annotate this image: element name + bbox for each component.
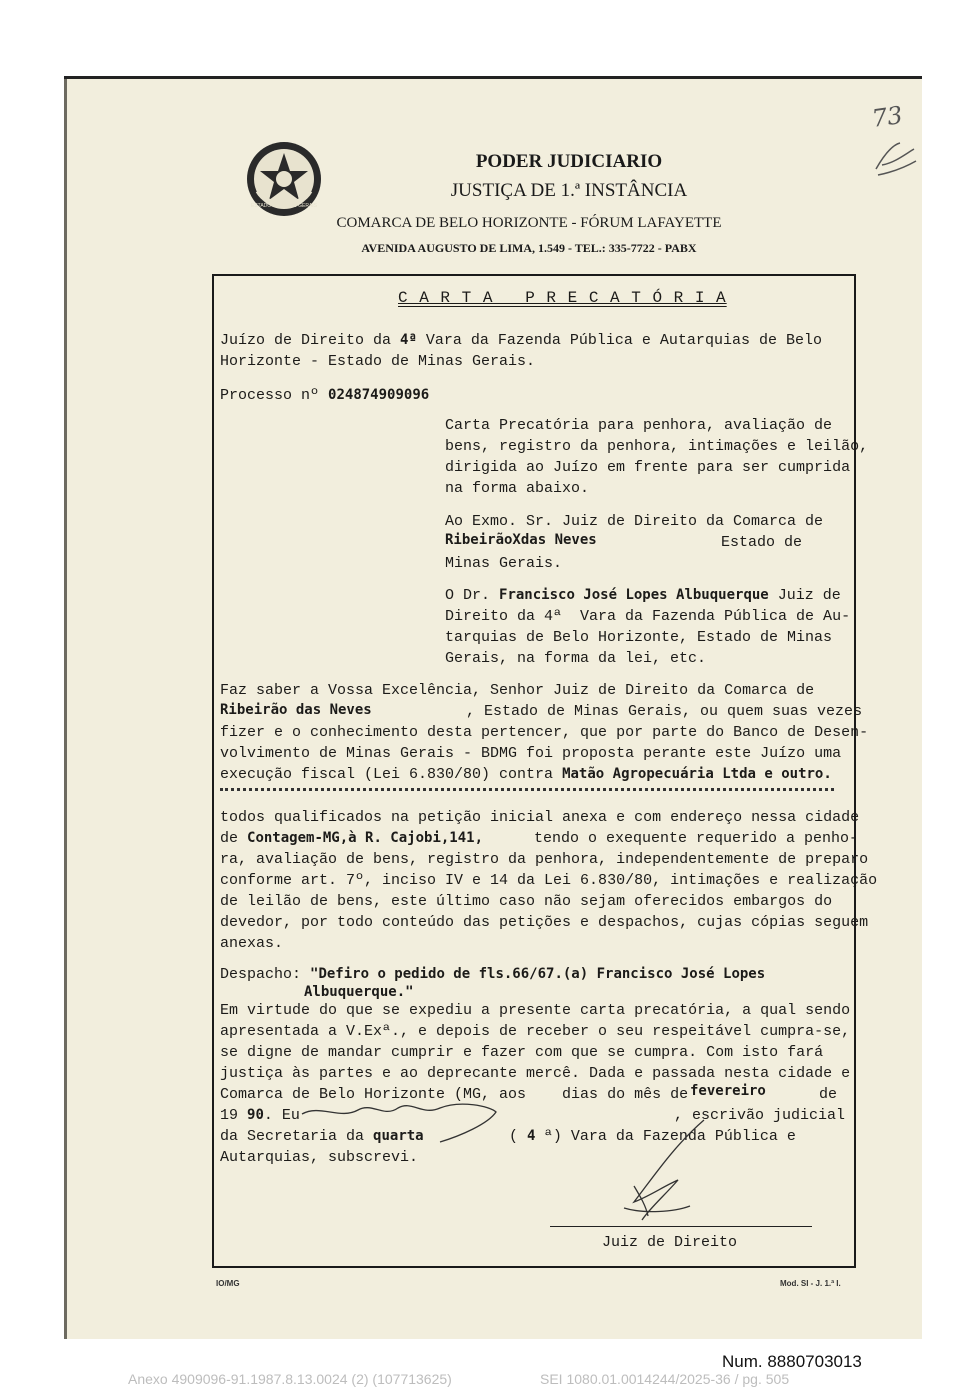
- page-edge: [64, 79, 67, 1339]
- closing-line-7: da Secretaria da quarta: [220, 1128, 424, 1145]
- closing-line-4: justiça às partes e ao deprecante mercê. Dada e passada nesta cidade e: [220, 1065, 851, 1082]
- faz-line-1: Faz saber a Vossa Excelência, Senhor Juiz de Direito da Comarca de: [220, 682, 815, 699]
- qual-line-4: conforme art. 7º, inciso IV e 14 da Lei 6.830/80, intimações e realização: [220, 872, 878, 889]
- qual-line-2: de Contagem-MG,à R. Cajobi,141,: [220, 830, 484, 847]
- court-line-1: Juízo de Direito da 4ª Vara da Fazenda Pública e Autarquias de Belo: [220, 332, 822, 349]
- faz-comarca: Ribeirão das Neves: [220, 702, 372, 718]
- header-line-3: COMARCA DE BELO HORIZONTE - FÓRUM LAFAYETTE: [336, 215, 722, 231]
- closing-line-2: apresentada a V.Exª., e depois de receber o seu respeitável cumpra-se,: [220, 1023, 851, 1040]
- faz-line-3: fizer e o conhecimento desta pertencer, que por parte do Banco de Desen-: [220, 724, 869, 741]
- document-title: C A R T A P R E C A T Ó R I A: [398, 289, 727, 307]
- qual-line-3: ra, avaliação de bens, registro da penhora, independentemente de preparo: [220, 851, 869, 868]
- judge-line-1: O Dr. Francisco José Lopes Albuquerque Juiz de: [445, 587, 841, 604]
- purpose-line-1: Carta Precatória para penhora, avaliação de: [445, 417, 833, 434]
- faz-line-4: volvimento de Minas Gerais - BDMG foi proposta perante este Juízo uma: [220, 745, 842, 762]
- qual-line-2b: tendo o exequente requerido a penho-: [534, 830, 859, 847]
- closing-clerk: , escrivão judicial: [674, 1107, 846, 1124]
- faz-line-2: , Estado de Minas Gerais, ou quem suas vezes: [466, 703, 863, 720]
- closing-line-7b: ( 4 ª) Vara da Fazenda Pública e: [509, 1128, 796, 1145]
- closing-month: fevereiro: [690, 1083, 766, 1099]
- document-page: [64, 76, 922, 1339]
- closing-line-8: Autarquias, subscrevi.: [220, 1149, 419, 1166]
- addressee-line-3: Minas Gerais.: [445, 555, 563, 572]
- addressee-comarca: RibeirãoXdas Neves: [445, 532, 597, 548]
- closing-line-3: se digne de mandar cumprir e fazer com que se cumpra. Com isto fará: [220, 1044, 824, 1061]
- state-seal-icon: [244, 139, 324, 219]
- letter-frame: [212, 274, 878, 1268]
- faz-line-5: execução fiscal (Lei 6.830/80) contra Matão Agropecuária Ltda e outro.: [220, 766, 832, 783]
- closing-line-6: 19 90. Eu: [220, 1107, 300, 1124]
- qual-line-6: devedor, por todo conteúdo das petições e despachos, cujas cópias seguem: [220, 914, 869, 931]
- header-line-2: JUSTIÇA DE 1.ª INSTÂNCIA: [450, 180, 688, 201]
- court-line-2: Horizonte - Estado de Minas Gerais.: [220, 353, 536, 370]
- addressee-line-1: Ao Exmo. Sr. Juiz de Direito da Comarca de: [445, 513, 824, 530]
- addressee-line-2: Estado de: [721, 534, 803, 551]
- qual-line-1: todos qualificados na petição inicial anexa e com endereço nessa cidade: [220, 809, 860, 826]
- judge-line-3: tarquias de Belo Horizonte, Estado de Minas: [445, 629, 833, 646]
- dotted-separator: [220, 788, 834, 793]
- process-number: Processo nº 024874909096: [220, 387, 430, 404]
- handwritten-initials-icon: [870, 135, 920, 179]
- handwritten-page-number: 73: [870, 101, 905, 133]
- despacho-line-2: Albuquerque.": [304, 984, 414, 1000]
- signature-line: [550, 1226, 812, 1227]
- purpose-line-2: bens, registro da penhora, intimações e leilão,: [445, 438, 869, 455]
- footer-annex: Anexo 4909096-91.1987.8.13.0024 (2) (107713625): [128, 1371, 452, 1387]
- seal-text: ESTADO DE MINAS GERAIS: [250, 203, 318, 209]
- header-line-1: PODER JUDICIARIO: [475, 151, 663, 172]
- qual-line-5: de leilão de bens, este último caso não sejam oferecidos embargos do: [220, 893, 833, 910]
- judge-signature-icon: [594, 1116, 734, 1226]
- footer-num: Num. 8880703013: [722, 1352, 862, 1371]
- purpose-line-4: na forma abaixo.: [445, 480, 590, 497]
- judge-line-2: Direito da 4ª Vara da Fazenda Pública de Au-: [445, 608, 851, 625]
- header-line-4: AVENIDA AUGUSTO DE LIMA, 1.549 - TEL.: 335-7722 - PABX: [361, 241, 697, 255]
- despacho-line-1: Despacho: "Defiro o pedido de fls.66/67.(a) Francisco José Lopes: [220, 966, 766, 983]
- closing-line-1: Em virtude do que se expediu a presente carta precatória, a qual sendo: [220, 1002, 851, 1019]
- signature-label: Juiz de Direito: [602, 1234, 738, 1251]
- closing-de: de: [819, 1086, 838, 1103]
- closing-line-5: Comarca de Belo Horizonte (MG, aos dias do mês de: [220, 1086, 689, 1103]
- form-code-right: Mod. SI - J. 1.ª I.: [780, 1279, 841, 1288]
- footer-sei: SEI 1080.01.0014244/2025-36 / pg. 505: [540, 1371, 790, 1387]
- judge-line-4: Gerais, na forma da lei, etc.: [445, 650, 707, 667]
- purpose-line-3: dirigida ao Juízo em frente para ser cumprida: [445, 459, 851, 476]
- qual-line-7: anexas.: [220, 935, 284, 952]
- form-code-left: IO/MG: [216, 1279, 240, 1288]
